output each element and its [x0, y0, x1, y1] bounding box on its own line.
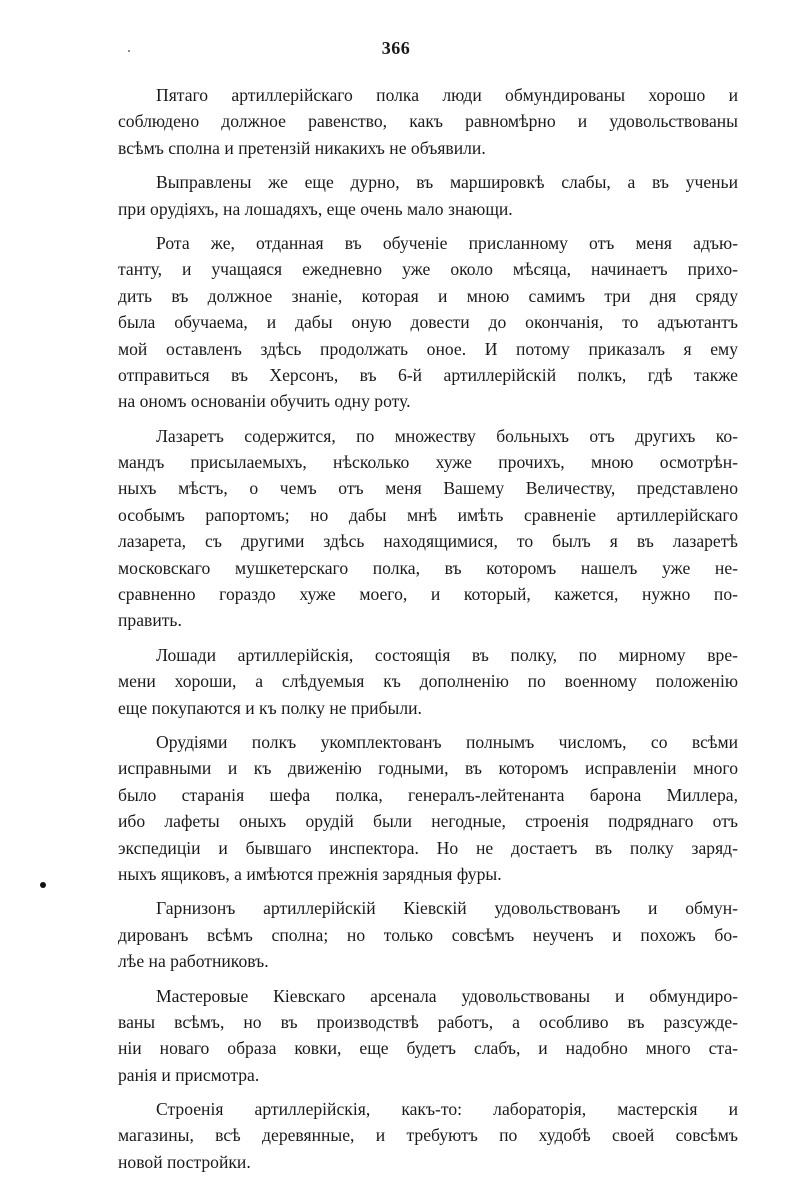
text-line: Мастеровые Кіевскаго арсенала удовольствованы и обмундиро-: [156, 985, 738, 1006]
text-line: была обучаема, и дабы оную довести до окончанія, то адъютантъ: [118, 312, 738, 333]
paragraph: [118, 983, 738, 1089]
text-line: танту, и учащаяся ежедневно уже около мѣсяца, начинаетъ прихо-: [118, 259, 738, 280]
text-line: было старанія шефа полка, генералъ-лейтенанта барона Миллера,: [118, 784, 738, 805]
text-line: московскаго мушкетерскаго полка, въ которомъ нашелъ уже не-: [118, 557, 738, 578]
paragraph: [118, 423, 738, 634]
paragraph: [118, 895, 738, 974]
body-text: [118, 82, 738, 1183]
text-line: на ономъ основаніи обучить одну роту.: [118, 391, 411, 412]
text-line: Лошади артиллерійскія, состоящія въ полку, по мирному вре-: [156, 644, 738, 665]
text-line: особымъ рапортомъ; но дабы мнѣ имѣть сравненіе артиллерійскаго: [118, 504, 738, 525]
text-line: ранія и присмотра.: [118, 1064, 260, 1085]
text-line: дированъ всѣмъ сполна; но только совсѣмъ неученъ и похожъ бо-: [118, 924, 738, 945]
text-line: мени хороши, а слѣдуемыя къ дополненію по военному положенію: [118, 671, 738, 692]
text-line: лѣе на работниковъ.: [118, 951, 269, 972]
text-line: еще покупаются и къ полку не прибыли.: [118, 697, 422, 718]
text-line: Рота же, отданная въ обученіе присланному отъ меня адъю-: [156, 232, 738, 253]
text-line: мой оставленъ здѣсь продолжать оное. И потому приказалъ я ему: [118, 338, 738, 359]
text-line: ныхъ мѣстъ, о чемъ отъ меня Вашему Величеству, представлено: [118, 478, 738, 499]
text-line: Пятаго артиллерійскаго полка люди обмундированы хорошо и: [156, 85, 738, 105]
text-line: ніи новаго образа ковки, еще будетъ слабъ, и надобно много ста-: [118, 1038, 738, 1059]
text-line: сравненно гораздо хуже моего, и который, кажется, нужно по-: [118, 584, 738, 605]
text-line: мандъ присылаемыхъ, нѣсколько хуже прочихъ, мною осмотрѣн-: [118, 452, 738, 473]
text-line: дить въ должное знаніе, которая и мною самимъ три дня сряду: [118, 285, 738, 306]
text-line: ныхъ ящиковъ, а имѣются прежнія зарядныя фуры.: [118, 863, 502, 884]
paragraph: [118, 82, 738, 161]
text-line: лазарета, съ другими здѣсь находящимися, то былъ я въ лазаретѣ: [118, 531, 738, 552]
paragraph: [118, 1096, 738, 1175]
text-line: ибо лафеты оныхъ орудій были негодные, строенія подряднаго отъ: [118, 811, 738, 832]
margin-mark: [40, 882, 46, 888]
text-line: править.: [118, 610, 182, 631]
text-line: соблюдено должное равенство, какъ равномѣрно и удовольствованы: [118, 111, 738, 132]
text-line: отправиться въ Херсонъ, въ 6-й артиллерійскій полкъ, гдѣ также: [118, 364, 738, 385]
text-line: ваны всѣмъ, но въ производствѣ работъ, а особливо въ разсужде-: [118, 1011, 738, 1032]
text-line: при орудіяхъ, на лошадяхъ, еще очень мало знающи.: [118, 198, 513, 219]
text-line: всѣмъ сполна и претензій никакихъ не объявили.: [118, 137, 486, 158]
paragraph: [118, 642, 738, 721]
text-line: Строенія артиллерійскія, какъ-то: лабораторія, мастерскія и: [156, 1099, 738, 1120]
paragraph: [118, 169, 738, 222]
text-line: Гарнизонъ артиллерійскій Кіевскій удовольствованъ и обмун-: [156, 898, 738, 919]
text-line: Лазаретъ содержится, по множеству больныхъ отъ другихъ ко-: [156, 425, 738, 446]
page-number: 366: [381, 38, 411, 58]
text-line: магазины, всѣ деревянные, и требуютъ по худобѣ своей совсѣмъ: [118, 1125, 738, 1146]
text-line: экспедиціи и бывшаго инспектора. Но не достаетъ въ полку заряд-: [118, 837, 738, 858]
text-line: новой постройки.: [118, 1151, 251, 1172]
text-line: исправными и къ движенію годными, въ которомъ исправленіи много: [118, 758, 738, 779]
text-line: Выправлены же еще дурно, въ маршировкѣ слабы, а въ ученьи: [156, 172, 738, 193]
paragraph: [118, 729, 738, 887]
text-line: Орудіями полкъ укомплектованъ полнымъ числомъ, со всѣми: [156, 731, 738, 752]
paragraph: [118, 230, 738, 415]
